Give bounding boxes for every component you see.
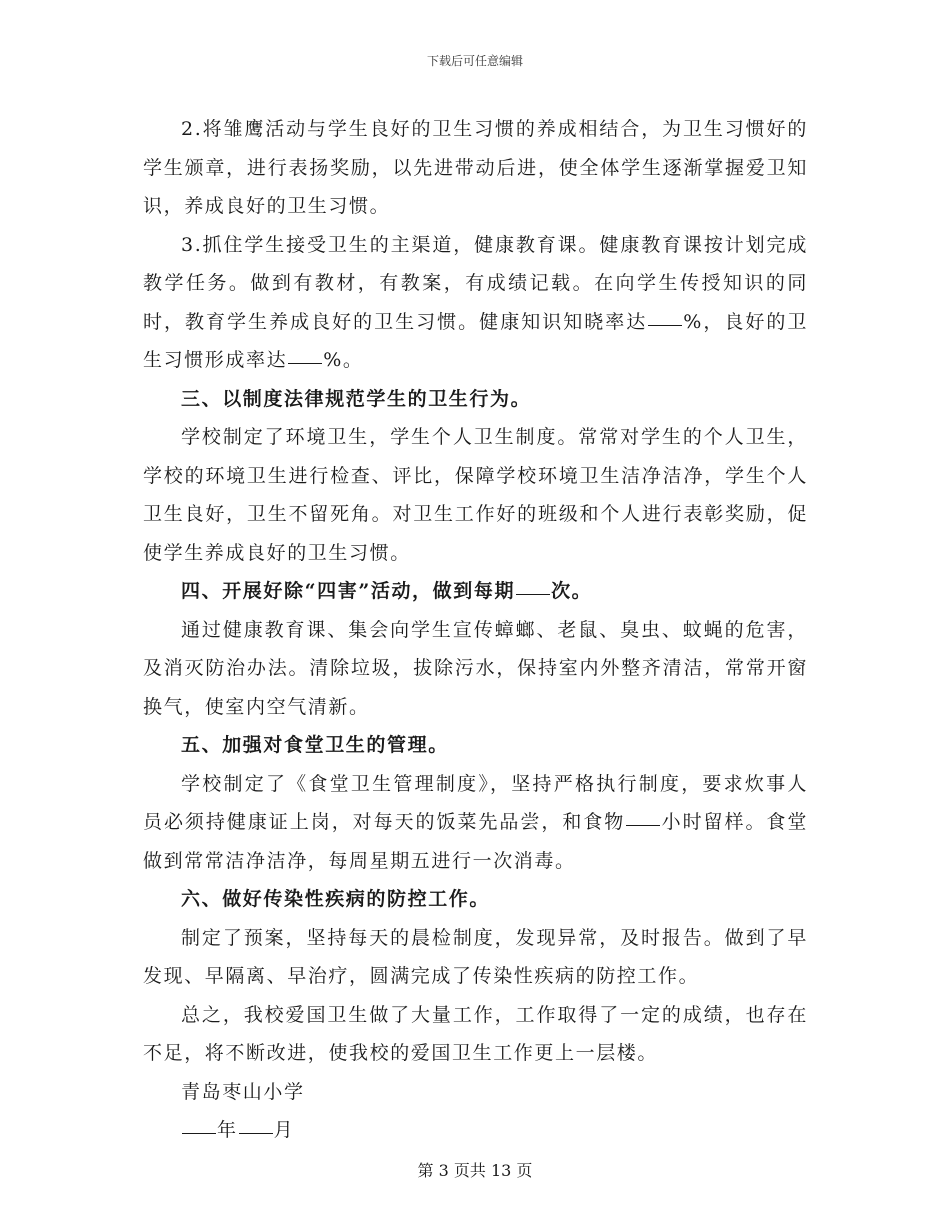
paragraph-canteen: 学校制定了《食堂卫生管理制度》，坚持严格执行制度，要求炊事人员必须持健康证上岗，对每天的饭菜先品尝，和食物 小时留样。食堂做到常常洁净洁净，每周星期五进行一次消毒。 — [143, 772, 808, 872]
signature-date: 年 月 — [143, 1111, 808, 1150]
page-number: 第 3 页共 13 页 — [417, 1161, 533, 1180]
paragraph-3: 3.抓住学生接受卫生的主渠道，健康教育课。健康教育课按计划完成教学任务。做到有教材，有教案，有成绩记载。在向学生传授知识的同时，教育学生养成良好的卫生习惯。健康知识知晓率达 %，良好的卫生习惯形成率达 %。 — [143, 233, 808, 371]
section-heading-6: 六、做好传染性疾病的防控工作。 — [181, 888, 491, 910]
section-heading-5: 五、加强对食堂卫生的管理。 — [181, 734, 449, 756]
paragraph-2: 2.将雏鹰活动与学生良好的卫生习惯的养成相结合，为卫生习惯好的学生颁章，进行表扬奖励，以先进带动后进，使全体学生逐渐掌握爱卫知识，养成良好的卫生习惯。 — [143, 118, 808, 217]
paragraph-disease-control: 制定了预案，坚持每天的晨检制度，发现异常，及时报告。做到了早发现、早隔离、早治疗，圆满完成了传染性疾病的防控工作。 — [143, 926, 808, 987]
blank-underline — [182, 1132, 216, 1134]
paragraph-pest-control: 通过健康教育课、集会向学生宣传蟑螂、老鼠、臭虫、蚊蝇的危害，及消灭防治办法。清除垃圾，拔除污水，保持室内外整齐清洁，常常开窗换气，使室内空气清新。 — [143, 618, 808, 718]
section-heading-3: 三、以制度法律规范学生的卫生行为。 — [181, 387, 532, 410]
signature-school: 青岛枣山小学 — [181, 1080, 305, 1103]
blank-underline — [516, 593, 550, 595]
blank-underline — [626, 824, 660, 826]
paragraph-summary: 总之，我校爱国卫生做了大量工作，工作取得了一定的成绩，也存在不足，将不断改进，使我校的爱国卫生工作更上一层楼。 — [143, 1003, 808, 1064]
section-heading-4: 四、开展好除“四害”活动，做到每期 次。 — [181, 580, 593, 602]
page-header: 下载后可任意编辑 — [426, 54, 523, 68]
paragraph-hygiene-rules: 学校制定了环境卫生，学生个人卫生制度。常常对学生的个人卫生，学校的环境卫生进行检查、评比，保障学校环境卫生洁净洁净，学生个人卫生良好，卫生不留死角。对卫生工作好的班级和个人进行表彰奖励，促使学生养成良好的卫生习惯。 — [143, 426, 808, 564]
blank-underline — [648, 324, 682, 326]
blank-underline — [288, 362, 322, 364]
blank-underline — [239, 1132, 273, 1134]
document-body — [143, 110, 808, 1150]
